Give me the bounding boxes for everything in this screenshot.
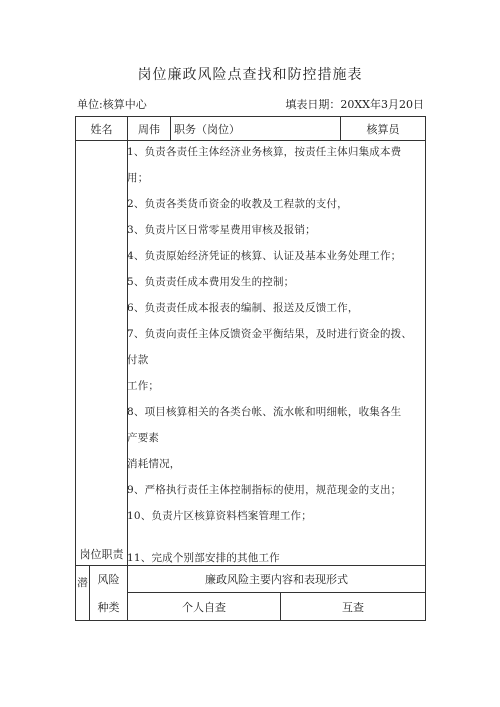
- duty-line: 付款: [127, 354, 149, 366]
- duty-line: 工作；: [127, 380, 160, 392]
- unit-label: 单位:核算中心: [77, 98, 147, 111]
- risk-label-top: 风险: [97, 573, 120, 586]
- risk-label-bottom: 种类: [97, 600, 120, 614]
- duty-line: 1、负责各责任主体经济业务核算，按责任主体归集成本费: [127, 146, 402, 158]
- duty-line: 11、完成个别部安排的其他工作: [127, 552, 280, 564]
- document-title: 岗位廉政风险点查找和防控措施表: [137, 67, 363, 83]
- name-value: 周伟: [138, 122, 160, 136]
- mutual-check-header: 互查: [342, 600, 364, 614]
- duty-line: 7、负责向责任主体反馈资金平衡结果，及时进行资金的拨、: [127, 328, 413, 340]
- position-label: 职务（岗位）: [174, 122, 240, 136]
- duty-line: 5、负责责任成本费用发生的控制；: [127, 276, 295, 288]
- duties-label: 岗位职责: [79, 548, 124, 561]
- self-check-header: 个人自查: [182, 600, 226, 614]
- duty-line: 4、负责原始经济凭证的核算、认证及基本业务处理工作；: [127, 250, 402, 262]
- name-label: 姓名: [90, 122, 113, 136]
- duty-line: 10、负责片区核算资料档案管理工作；: [127, 510, 312, 522]
- duty-line: 6、负责责任成本报表的编制、报送及反馈工作，: [127, 302, 359, 314]
- risk-column-label: 潜: [77, 576, 88, 589]
- duty-line: 9、严格执行责任主体控制指标的使用，规范现金的支出；: [127, 484, 402, 496]
- duty-line: 2、负责各类货币资金的收教及工程款的支付，: [127, 198, 348, 210]
- risk-content-header: 廉政风险主要内容和表现形式: [205, 573, 348, 586]
- duty-line: 消耗情况，: [127, 458, 181, 470]
- duty-line: 8、项目核算相关的各类台帐、流水帐和明细帐，收集各生: [127, 406, 402, 418]
- duties-list: [127, 140, 425, 564]
- position-value: 核算员: [366, 122, 400, 136]
- duty-line: 用；: [127, 172, 149, 184]
- duty-line: 产要素: [127, 432, 160, 444]
- duty-line: 3、负责片区日常零星费用审核及报销；: [127, 224, 316, 236]
- fill-date: 填表日期：20XX年3月20日: [285, 98, 424, 111]
